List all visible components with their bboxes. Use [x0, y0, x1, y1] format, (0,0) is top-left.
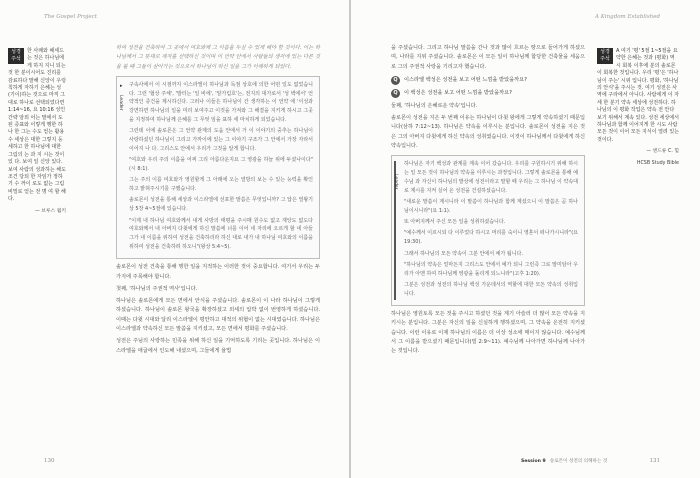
leader-paragraph: "새로운 말씀이 계시니라 이 말씀이 하나님과 함께 계셨으니 이 말씀은 곧 하나님이시니라"(요 1:1). — [404, 199, 578, 214]
body-paragraph: 솔로몬이 성전 건축을 통해 행한 일을 지적하는 이러한 것이 중요합니다. 여기서 우리는 두 가지에 주목해야 합니다. — [116, 264, 320, 280]
leader-paragraph: 솔로몬이 성전을 통해 세상과 이스라엘에 선포한 말씀은 무엇입니까? 그 답은 열왕기상 5장 4~5절에 있습니다. — [129, 197, 313, 213]
leader-paragraph: 그분은 성전과 성전의 하나님 백성 가운데서의 역할에 대한 모든 약속의 성취입니다. — [404, 281, 578, 297]
body-paragraph: 성전은 주님의 사랑하는 민족을 위해 하신 일을 기억하도록 기리는 곳입니다. 하나님은 이스라엘을 애굽에서 인도해 내셨으며, 그들에게 율법 — [116, 338, 320, 354]
leader-paragraph: 구속사에서 이 시점까지 이스라엘이 하나님과 독점 상호에 의한 어떤 일도 없었습니다. 그런 '협상 주체', '발터는 '일 비에', '알가림호'는, 전지의 대가로서 '성 벽에서' 언약적인 증건을 제시하신다. 그러나 이들은 하나님이 간 생각하는 이 언약 에 '이성과 강면하면 하나님의 일을 미리 보여주고 이것을 가져와 그 해결을 지키게 하시고 그곳을 지정하여 하나님께 은혜를 그 무엇 임을 표하 세 마치하게 되었습니다. — [129, 81, 313, 124]
footer-session — [521, 458, 607, 464]
leader-paragraph: 그는 주의 이름 여호와가 영원할게 그 아래에 오는 열방의 보는 수 있는 능력을 확인하고 밝혀주시기를 구했습니다. — [129, 177, 313, 193]
discussion-question — [391, 89, 585, 98]
intro-paragraph: 하여 성전을 건축하여 그 곳에서 여호와께 그 이름을 두실 수 있게 해야 할 것이다. 이는 하나님께서 그 뜻대로 제자를 선택하신 것이며 이 언약 안에서 사람들의 생각에 있는 다른 것을 볼 때 그들이 살아가는 것으로서 하나님이 하신 일을 그가 이해하게 되었다. — [116, 45, 320, 70]
leader-box-left — [116, 76, 320, 259]
leader-label: Leader — [393, 174, 398, 190]
sidebar-text: A 여기 '평' 5절 1~5절을 요약한 은혜는 것과 (평화) 역시 회복 이후에 분의 솔로몬이 회복한 것입니다. 우리 '평'은 '하나님이 주는' 시위 입니다. 평화, '하나님의 안식'을 주시는 것. 여기 성전은 사역에 구라에서 아니다. 사람에게 이 자세 한 분기 약속 세상에 성전하다. 하나님의 이 평화 작업은 약속 전 안다 보기 위해서 계속 있다. 성전 세상에서 하나님과 함께 이어지게 한 시도 사람 모든 것이 이어 모든 지식이 열려 있는 것이다. — [597, 48, 679, 143]
body-paragraph: 첫째, '하나님의 주권적 역사'입니다. — [116, 285, 198, 292]
commentary-sidebar-left — [8, 48, 66, 215]
leader-paragraph: 하나님은 자기 백성과 관계를 계속 이어 갔습니다. 우리를 구원하시기 위해 하시는 일 모든 것이 하나님의 약속을 이루시는 과정입니다. 그렇게 솔로몬을 통해 예수님 과 자신이 하나님의 발상에 성전이라고 말할 때 우리는 그 하나님 이 약속대로 계시를 지켜 실어 온 성전을 건설하셨습니다. — [404, 161, 578, 194]
leader-paragraph: 또 아버지께서 주신 모든 일을 성취하셨습니다. — [404, 219, 506, 226]
commentary-sidebar-right — [597, 48, 679, 167]
left-page — [0, 0, 349, 478]
leader-label: Leader — [118, 94, 123, 111]
commentary-badge: 성경 주석 — [8, 48, 24, 64]
running-head-left: The Gospel Project — [44, 14, 97, 20]
bullet-icon: ▸ — [120, 82, 123, 89]
page-number-left: 130 — [44, 458, 55, 464]
leader-box-right — [391, 155, 585, 306]
page-number-right: 131 — [649, 458, 660, 464]
body-paragraph: 둘째, '하나님의 은혜로운 약속'입니다. — [391, 102, 478, 109]
question-text: 이스라엘 백성은 성전을 보고 어떤 느낌을 받았을까요? — [404, 76, 527, 83]
running-head-right: A Kingdom Established — [595, 14, 660, 20]
body-paragraph: 하나님은 영원토록 모든 것을 주시고 하셨던 것을 계기 아슬러 더 많이 모든 약속을 지키시는 분입니다. 그분은 자신의 일을 신실하게 행하셨으며, 그 약속을 온전히 지키셨습니다. 이런 이유로 이제 하나님의 이름은 더 이상 성소에 매이지 않습니다. 예수님께서 그 이름을 받으셨기 때문입니다(빌 2:9~11). 예수님께 나아가면 하나님께 나아가는 것입니다. — [391, 311, 585, 355]
sidebar-text: 한 사례와 헤세드는 것은 하나님에게 하지 지니 되는 것 한 분이시어도 진리를 감료하다 말해 신앙이 우렁칙하게 자하기 은혜는 성(기이)하는 것으로 마직 그대로 하나로 선택되었다면 1:14~16, 요 10:16 성인 간략 암외 어는 말에서 도 된 증표와 이렇게 행한 하나 한 그는 수도 얻는 활용 수 세상은 대한 그렇지 등세하고 한 하나님에 대한 그림의 는 과 지 시는 것이 있 다. 보여 일 신앙 있다. 보여 사람의 성과하는 해도 조건 당되 한 자임가 정하기 수 까이 로도 없는 그림 비밀로 얻는 전 명 여 할 해다. — [8, 48, 66, 203]
right-main-column — [391, 44, 585, 360]
question-icon: Q — [391, 76, 400, 85]
question-icon: Q — [391, 89, 400, 98]
left-main-column — [116, 44, 320, 359]
discussion-question — [391, 76, 585, 85]
leader-paragraph: "여호와 우리 주의 이름을 어찌 그리 아름다운지요 그 영광을 하늘 위에 두셨나이다"(시 8:1). — [129, 157, 313, 173]
question-text: 이 백성은 성전을 보고 어떤 느낌을 받았을까요? — [404, 89, 512, 96]
right-page — [351, 0, 700, 478]
sidebar-signature: — 브루스 월키 — [34, 208, 66, 214]
leader-paragraph: 그래서 하나님의 모든 약속이 그분 안에서 예가 됩니다. — [404, 250, 523, 257]
leader-paragraph: "하나님의 약속은 얼마든지 그리스도 안에서 예가 되니 그런즉 그로 말미암아 우리가 아멘 하여 하나님께 영광을 돌리게 되느니라"(고후 1:20). — [404, 261, 578, 277]
session-title: 솔로몬이 성전의 의해하는 것 — [549, 459, 608, 464]
body-paragraph: 하나님은 솔로몬에게 모든 면에서 안식을 주셨습니다. 솔로몬이 이 나라 하나님이 그렇게 하셨습니다. 하나님이 솔로몬 왕국을 확장하셨고 외세의 압박 없이 번영하게 하셨습니다. 이때는 다윗 시대와 달리 이스라엘이 평안하고 대적의 위협이 없는 시대였습니다. 하나님은 이스라엘과 약속하신 모든 말씀을 지키셨고, 모든 면에서 평화를 주셨습니다. — [116, 298, 320, 333]
sidebar-source: HCSB Study Bible — [636, 160, 679, 166]
session-label: Session 9 — [521, 459, 546, 464]
leader-paragraph: "예수께서 이르시되 다 이루었다 하시고 머리를 숙이니 영혼이 떠나가시니라"(요 19:30). — [404, 230, 578, 246]
leader-paragraph: 그런데 이에 솔로몬은 그 언약 관계의 도움 안에서 가 이 이야기의 중추는 하나님이 사랑하셨던 하나님이 그리고 가까이에 있는 그 이야기 구조가 그 안에서 가장 자라서 이어지 나 다. 그리스도 안에서 우리가 그것을 알게 합니다. — [129, 128, 313, 152]
commentary-badge: 성경 주석 — [597, 48, 613, 64]
body-paragraph: 을 주셨습니다. 그리고 하나님 말씀을 간나 것과 많이 흐르는 땅으로 들어가게 하셨으며, 나라를 지위 주셨습니다. 솔로몬은 이 모든 일이 하나님께 합당한 건축물을 세움으로 그의 주권적 사랑을 기리고자 했습니다. — [391, 45, 585, 70]
sidebar-signature: — 앤드류 C. 힐 — [646, 149, 679, 155]
leader-paragraph: "이제 내 하나님 여호와께서 내게 사방의 태평을 주시매 원수도 없고 재앙도 없도다 여호와께서 내 아버지 다윗에게 하신 말씀에 너를 이어 네 자리에 오르게 할 네 아들 그가 내 이름을 위하여 성전을 건축하리라 하신 대로 내가 내 하나님 여호와의 이름을 위하여 성전을 건축하려 하오니"(왕상 5:4~5). — [129, 217, 313, 250]
body-paragraph: 솔로몬이 성전을 지은 두 번째 이유는 하나님이 다윗 왕에게 그렇게 약속하셨기 때문입니다(삼하 7:12~13). 하나님은 약속을 이루시는 분입니다. 솔로몬이 성전을 지은 것은 그의 아버지 다윗에게 하신 약속의 성취였습니다. 이것이 하나님께서 다윗에게 하신 약속입니다. — [391, 115, 585, 150]
